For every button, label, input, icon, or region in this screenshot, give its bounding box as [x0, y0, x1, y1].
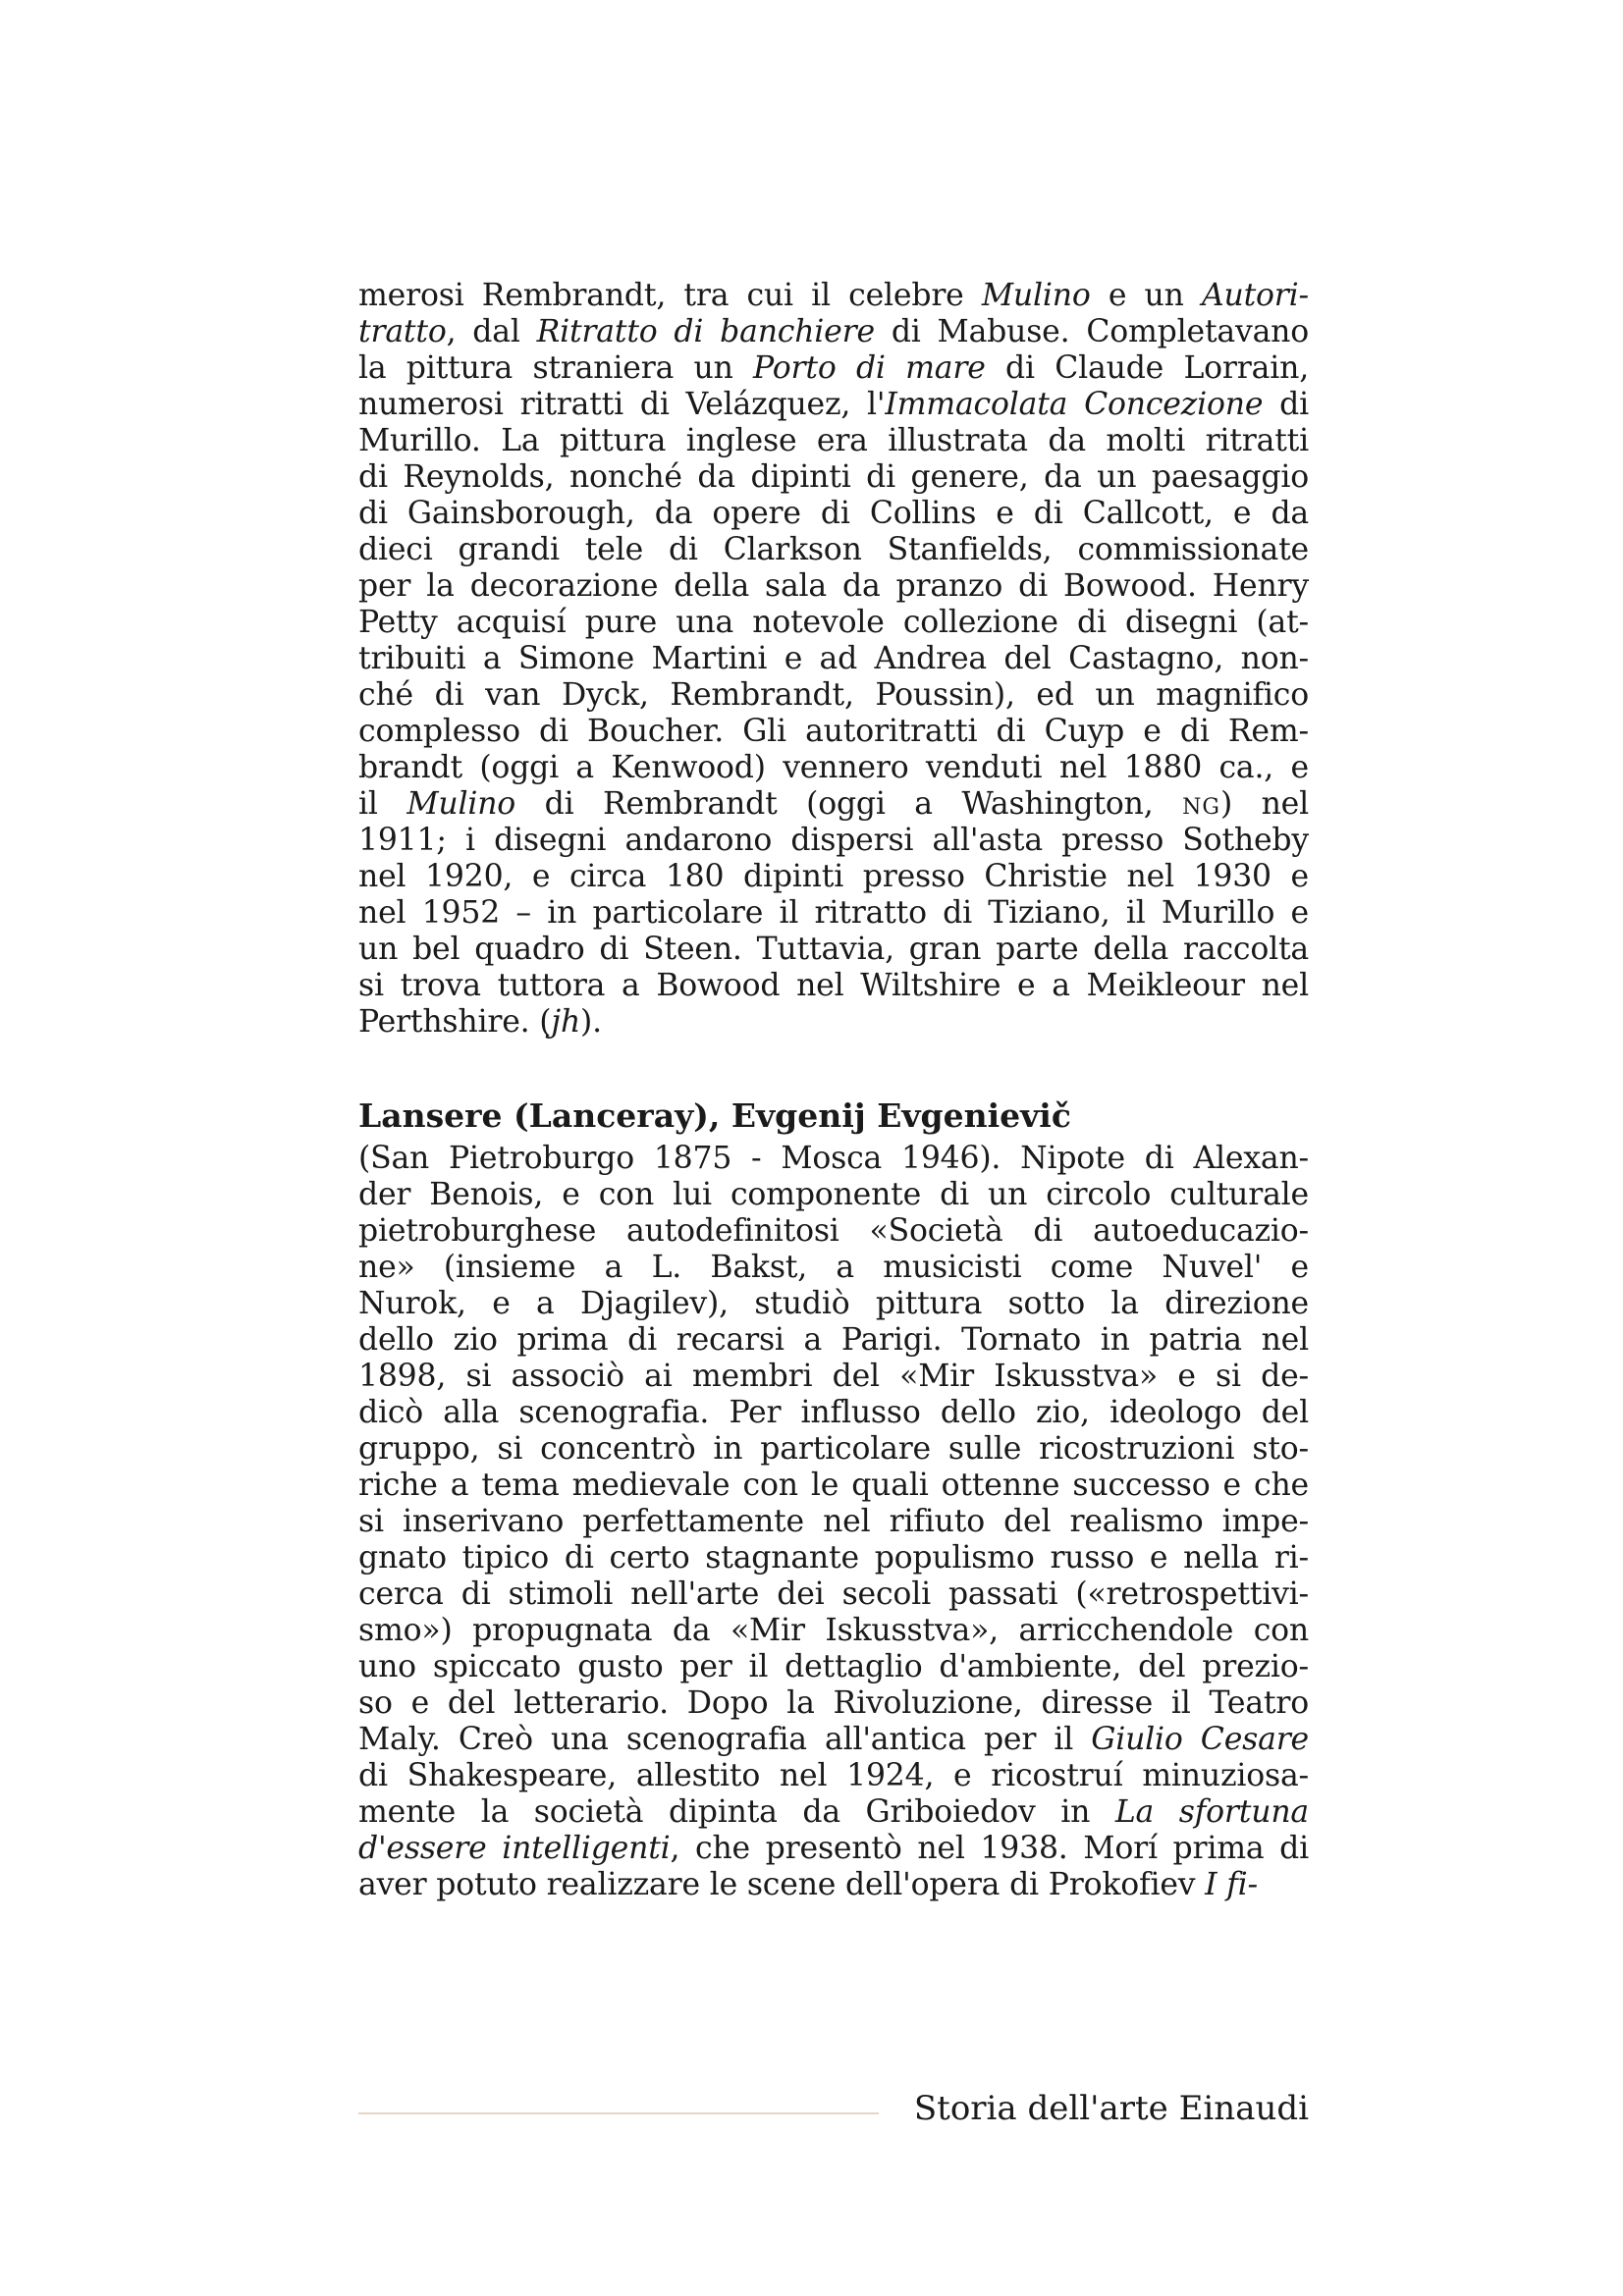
italic-run: Mulino: [981, 278, 1091, 313]
text-run: un bel quadro di Steen. Tuttavia, gran parte della raccolta: [358, 932, 1309, 967]
text-line: [358, 1468, 1309, 1504]
text-run: smo») propugnata da «Mir Iskusstva», arricchendole con: [358, 1613, 1309, 1648]
text-run: e un: [1090, 278, 1202, 313]
italic-run: Giulio Cesare: [1091, 1722, 1309, 1757]
text-line: [358, 714, 1309, 750]
text-line: [358, 1576, 1309, 1613]
text-run: brandt (oggi a Kenwood) vennero venduti nel 1880 ca., e: [358, 750, 1309, 785]
text-run: ).: [580, 1004, 602, 1040]
text-run: di Claude Lorrain,: [985, 350, 1310, 386]
text-run: dello zio prima di recarsi a Parigi. Tornato in patria nel: [358, 1322, 1309, 1358]
text-line: [358, 387, 1309, 423]
text-run: merosi Rembrandt, tra cui il celebre: [358, 278, 982, 313]
text-run: Perthshire. (: [358, 1004, 552, 1040]
small-caps-run: NG: [1182, 795, 1220, 820]
text-line: [358, 1794, 1309, 1831]
text-run: nel 1920, e circa 180 dipinti presso Christie nel 1930 e: [358, 859, 1309, 894]
page-body: [358, 278, 1309, 1903]
text-run: uno spiccato gusto per il dettaglio d'ambiente, del prezio-: [358, 1649, 1309, 1684]
text-run: 1911; i disegni andarono dispersi all'asta presso Sotheby: [358, 823, 1309, 858]
text-line: [358, 1540, 1309, 1576]
text-line: [358, 1004, 1309, 1041]
paragraph-gap: [358, 1041, 1309, 1092]
text-run: di Shakespeare, allestito nel 1924, e ricostruí minuziosa-: [358, 1758, 1309, 1793]
text-line: [358, 1504, 1309, 1540]
text-run: si inserivano perfettamente nel rifiuto del realismo impe-: [358, 1504, 1309, 1539]
text-run: tribuiti a Simone Martini e ad Andrea del Castagno, non-: [358, 641, 1309, 676]
text-run: dieci grandi tele di Clarkson Stanfields, commissionate: [358, 532, 1309, 567]
text-run: pietroburghese autodefinitosi «Società di autoeducazio-: [358, 1213, 1309, 1249]
text-line: [358, 823, 1309, 859]
text-line: [358, 859, 1309, 895]
text-line: [358, 641, 1309, 677]
text-run: mente la società dipinta da Griboiedov in: [358, 1794, 1115, 1830]
text-run: per la decorazione della sala da pranzo di Bowood. Henry: [358, 568, 1309, 604]
text-run: di: [1263, 387, 1309, 422]
text-run: riche a tema medievale con le quali ottenne successo e che: [358, 1468, 1309, 1503]
text-line: [358, 1322, 1309, 1359]
text-line: [358, 496, 1309, 532]
footer-rule: [358, 2112, 879, 2114]
text-run: (San Pietroburgo 1875 - Mosca 1946). Nipote di Alexan-: [358, 1141, 1309, 1176]
italic-run: Mulino: [406, 786, 516, 822]
text-run: si trova tuttora a Bowood nel Wiltshire e a Meikleour nel: [358, 968, 1309, 1003]
italic-run: La sfortuna: [1114, 1794, 1309, 1830]
italic-run: Autori-: [1201, 278, 1309, 313]
text-run: so e del letterario. Dopo la Rivoluzione, diresse il Teatro: [358, 1685, 1309, 1721]
text-line: [358, 568, 1309, 605]
italic-run: Porto di mare: [753, 350, 986, 386]
text-run: il: [358, 786, 407, 822]
footer-title: Storia dell'arte Einaudi: [913, 2089, 1309, 2128]
text-run: ne» (insieme a L. Bakst, a musicisti come Nuvel' e: [358, 1250, 1309, 1285]
text-run: di Reynolds, nonché da dipinti di genere, da un paesaggio: [358, 459, 1309, 495]
text-line: [358, 1250, 1309, 1286]
text-line: [358, 1613, 1309, 1649]
text-line: [358, 932, 1309, 968]
text-run: cerca di stimoli nell'arte dei secoli passati («retrospettivi-: [358, 1576, 1309, 1612]
text-line: [358, 1685, 1309, 1722]
text-run: Murillo. La pittura inglese era illustrata da molti ritratti: [358, 423, 1309, 458]
italic-run: tratto: [358, 314, 447, 349]
text-line: [358, 1758, 1309, 1794]
text-line: [358, 1141, 1309, 1177]
text-line: [358, 350, 1309, 387]
text-run: 1898, si associò ai membri del «Mir Iskusstva» e si de-: [358, 1359, 1309, 1394]
text-run: gruppo, si concentrò in particolare sulle ricostruzioni sto-: [358, 1431, 1309, 1467]
text-line: [358, 1359, 1309, 1395]
text-line: [358, 1649, 1309, 1685]
entry-paragraph-continued: [358, 278, 1309, 1041]
text-line: [358, 1286, 1309, 1322]
page-footer: [358, 2081, 1309, 2140]
italic-run: Immacolata Concezione: [885, 387, 1264, 422]
text-run: la pittura straniera un: [358, 350, 754, 386]
text-run: aver potuto realizzare le scene dell'opera di Prokofiev: [358, 1867, 1206, 1902]
text-line: [358, 1831, 1309, 1867]
text-line: [358, 1722, 1309, 1758]
text-line: [358, 895, 1309, 932]
text-line: [358, 968, 1309, 1004]
text-run: nel 1952 – in particolare il ritratto di Tiziano, il Murillo e: [358, 895, 1309, 931]
text-run: der Benois, e con lui componente di un circolo culturale: [358, 1177, 1309, 1212]
italic-run: d'essere intelligenti: [358, 1831, 671, 1866]
text-line: [358, 532, 1309, 568]
text-line: [358, 1213, 1309, 1250]
text-run: gnato tipico di certo stagnante populismo russo e nella ri-: [358, 1540, 1309, 1575]
text-line: [358, 605, 1309, 641]
entry-paragraph-lansere: [358, 1141, 1309, 1903]
text-run: ché di van Dyck, Rembrandt, Poussin), ed un magnifico: [358, 677, 1309, 713]
entry-heading: Lansere (Lanceray), Evgenij Evgenievič: [358, 1096, 1071, 1135]
text-line: [358, 314, 1309, 350]
text-run: Petty acquisí pure una notevole collezione di disegni (at-: [358, 605, 1309, 640]
text-run: , che presentò nel 1938. Morí prima di: [670, 1831, 1309, 1866]
text-run: Maly. Creò una scenografia all'antica per il: [358, 1722, 1092, 1757]
text-run: numerosi ritratti di Velázquez, l': [358, 387, 886, 422]
italic-run: Ritratto di banchiere: [536, 314, 875, 349]
text-line: [358, 677, 1309, 714]
text-run: ) nel: [1219, 786, 1309, 822]
text-run: di Mabuse. Completavano: [874, 314, 1310, 349]
italic-run: jh: [551, 1004, 581, 1040]
text-line: [358, 1867, 1309, 1903]
text-line: [358, 278, 1309, 314]
text-line: [358, 1177, 1309, 1213]
text-run: di Rembrandt (oggi a Washington,: [515, 786, 1183, 822]
text-line: [358, 750, 1309, 786]
italic-run: I fi-: [1205, 1867, 1259, 1902]
text-line: [358, 786, 1309, 823]
text-run: complesso di Boucher. Gli autoritratti di Cuyp e di Rem-: [358, 714, 1309, 749]
text-run: dicò alla scenografia. Per influsso dello zio, ideologo del: [358, 1395, 1309, 1430]
text-run: Nurok, e a Djagilev), studiò pittura sotto la direzione: [358, 1286, 1309, 1321]
text-line: [358, 459, 1309, 496]
text-line: [358, 423, 1309, 459]
text-run: , dal: [446, 314, 537, 349]
text-line: [358, 1395, 1309, 1431]
text-line: [358, 1431, 1309, 1468]
text-run: di Gainsborough, da opere di Collins e di Callcott, e da: [358, 496, 1309, 531]
